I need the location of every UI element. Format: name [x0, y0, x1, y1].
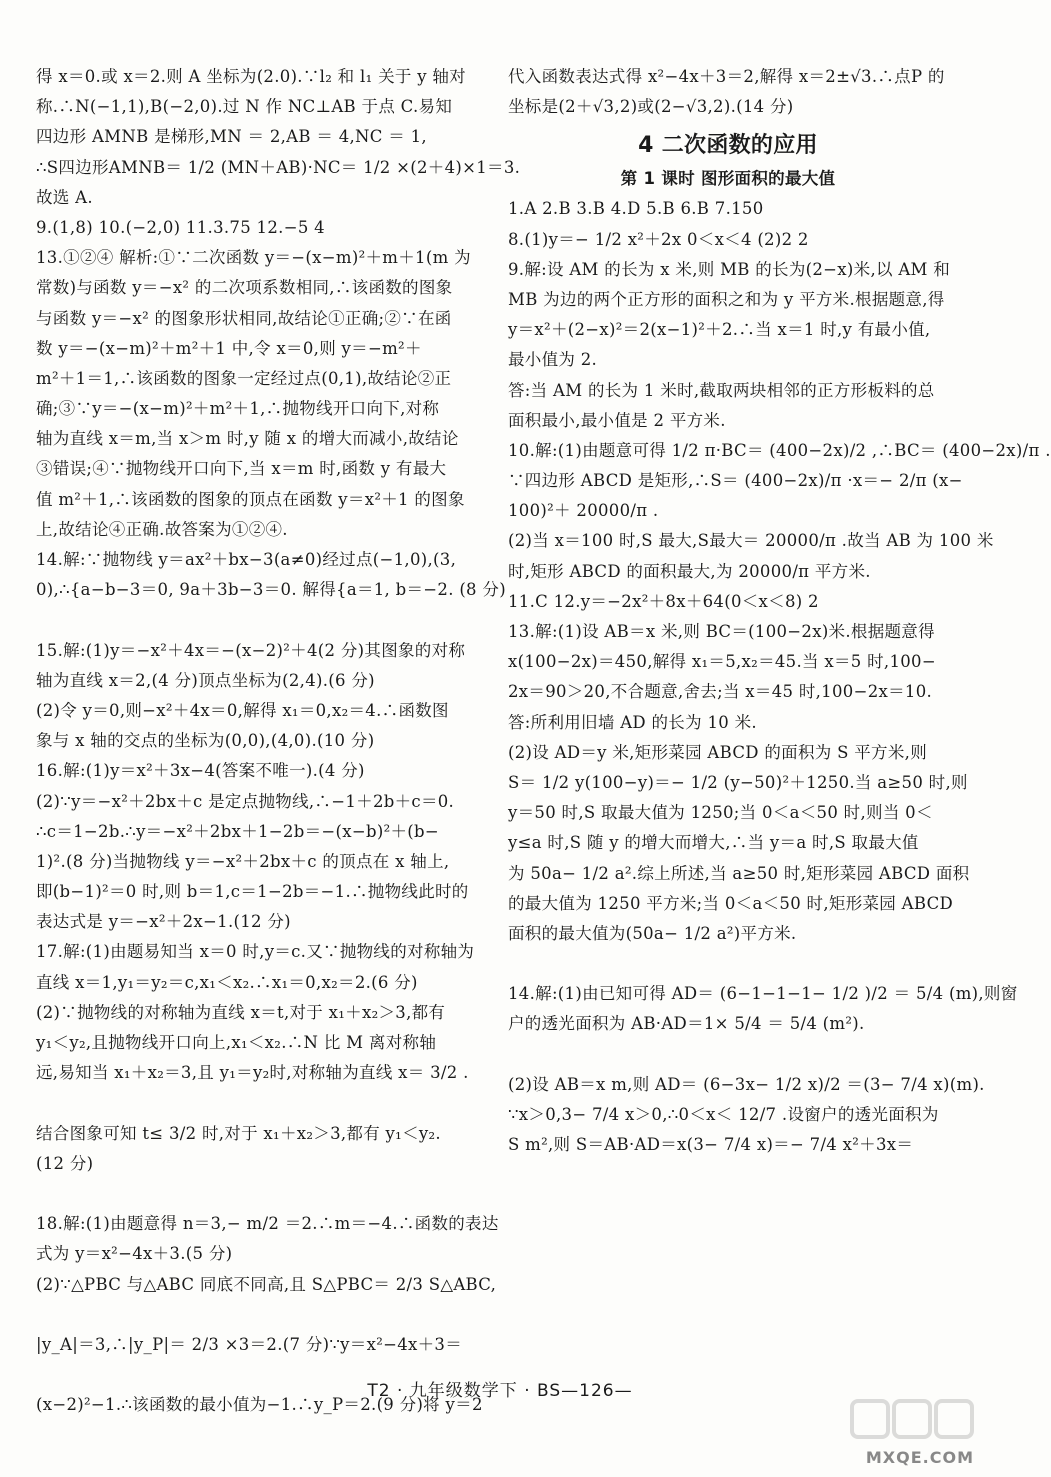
- text-line: [36, 1300, 466, 1330]
- text-line: (2)∵△PBC 与△ABC 同底不同高,且 S△PBC＝ 2/3 S△ABC,: [36, 1274, 497, 1294]
- text-line: y≤a 时,S 随 y 的增大而增大,∴当 y＝a 时,S 取最大值: [508, 833, 919, 853]
- text-line: 的最大值为 1250 平方米;当 0＜a＜50 时,矩形菜园 ABCD: [508, 893, 954, 913]
- text-line: 9.解:设 AM 的长为 x 米,则 MB 的长为(2−x)米,以 AM 和: [508, 259, 951, 279]
- text-line: 面积的最大值为(50a− 1/2 a²)平方米.: [508, 923, 797, 943]
- text-line: 轴为直线 x＝2,(4 分)顶点坐标为(2,4).(6 分): [36, 670, 375, 690]
- text-line: 13.解:(1)设 AB＝x 米,则 BC＝(100−2x)米.根据题意得: [508, 622, 935, 641]
- text-line: 式为 y＝x²−4x＋3.(5 分): [36, 1244, 233, 1264]
- text-line: MB 为边的两个正方形的面积之和为 y 平方米.根据题意,得: [508, 289, 945, 309]
- text-line: 上,故结论④正确.故答案为①②④.: [36, 519, 288, 539]
- text-line: S m²,则 S＝AB·AD＝x(3− 7/4 x)＝− 7/4 x²＋3x＝: [508, 1135, 914, 1155]
- text-line: 代入函数表达式得 x²−4x＋3＝2,解得 x＝2±√3.∴点P 的: [508, 67, 945, 86]
- text-line: 坐标是(2＋√3,2)或(2−√3,2).(14 分): [508, 97, 794, 117]
- text-line: (2)令 y＝0,则−x²＋4x＝0,解得 x₁＝0,x₂＝4.∴函数图: [36, 700, 449, 720]
- text-line: y＝50 时,S 取最大值为 1250;当 0＜a＜50 时,则当 0＜: [508, 803, 933, 823]
- text-line: y₁＜y₂,且抛物线开口向上,x₁＜x₂.∴N 比 M 离对称轴: [36, 1033, 437, 1052]
- page-footer: T2 · 九年级数学下 · BS—126—: [367, 1381, 633, 1401]
- text-line: [508, 1040, 948, 1070]
- text-line: 直线 x＝1,y₁＝y₂＝c,x₁＜x₂.∴x₁＝0,x₂＝2.(6 分): [36, 972, 418, 992]
- text-line: 结合图象可知 t≤ 3/2 时,对于 x₁＋x₂＞3,都有 y₁＜y₂.: [36, 1123, 441, 1143]
- section-heading: 4 二次函数的应用: [638, 133, 818, 159]
- text-line: 即(b−1)²＝0 时,则 b＝1,c＝1−2b＝−1.∴抛物线此时的: [36, 882, 469, 902]
- text-line: 故选 A.: [36, 187, 93, 207]
- text-line: 17.解:(1)由题易知当 x＝0 时,y＝c.又∵抛物线的对称轴为: [36, 942, 475, 962]
- text-line: (2)设 AB＝x m,则 AD＝ (6−3x− 1/2 x)/2 ＝(3− 7/4 x)(m).: [508, 1074, 985, 1094]
- text-line: 值 m²＋1,∴该函数的图象的顶点在函数 y＝x²＋1 的图象: [36, 489, 465, 509]
- text-line: ∵四边形 ABCD 是矩形,∴S＝ (400−2x)/π ·x＝− 2/π (x−: [508, 471, 963, 491]
- text-line: 13.①②④ 解析:①∵二次函数 y＝−(x−m)²＋m＋1(m 为: [36, 248, 471, 268]
- text-line: 8.(1)y＝− 1/2 x²＋2x 0＜x＜4 (2)2 2: [508, 229, 809, 249]
- text-line: 表达式是 y＝−x²＋2x−1.(12 分): [36, 912, 291, 932]
- text-line: ∵x＞0,3− 7/4 x＞0,∴0＜x＜ 12/7 .设窗户的透光面积为: [508, 1105, 939, 1124]
- text-line: 18.解:(1)由题意得 n＝3,− m/2 ＝2.∴m＝−4.∴函数的表达: [36, 1214, 499, 1234]
- lesson-heading: 第 1 课时 图形面积的最大值: [620, 169, 836, 189]
- text-line: 9.(1,8) 10.(−2,0) 11.3.75 12.−5 4: [36, 217, 325, 237]
- text-line: 答:当 AM 的长为 1 米时,截取两块相邻的正方形板料的总: [508, 380, 935, 400]
- text-line: S＝ 1/2 y(100−y)＝− 1/2 (y−50)²＋1250.当 a≥50 时,则: [508, 772, 968, 792]
- text-line: x(100−2x)＝450,解得 x₁＝5,x₂＝45.当 x＝5 时,100−: [508, 652, 936, 672]
- text-line: 15.解:(1)y＝−x²＋4x＝−(x−2)²＋4(2 分)其图象的对称: [36, 640, 466, 660]
- text-line: 1.A 2.B 3.B 4.D 5.B 6.B 7.150: [508, 199, 764, 219]
- text-line: 四边形 AMNB 是梯形,MN ＝ 2,AB ＝ 4,NC ＝ 1,: [36, 127, 427, 147]
- text-line: 16.解:(1)y＝x²＋3x−4(答案不唯一).(4 分): [36, 761, 365, 781]
- text-line: 答:所利用旧墙 AD 的长为 10 米.: [508, 712, 757, 732]
- text-line: 得 x＝0.或 x＝2.则 A 坐标为(2.0).∵l₂ 和 l₁ 关于 y 轴对: [36, 67, 466, 86]
- text-line: 数 y＝−(x−m)²＋m²＋1 中,令 x＝0,则 y＝−m²＋: [36, 338, 422, 358]
- text-line: 14.解:∵抛物线 y＝ax²＋bx−3(a≠0)经过点(−1,0),(3,: [36, 550, 457, 569]
- text-line: 100)²＋ 20000/π .: [508, 501, 659, 521]
- text-line: 称.∴N(−1,1),B(−2,0).过 N 作 NC⊥AB 于点 C.易知: [36, 97, 453, 117]
- text-line: ∴c＝1−2b.∴y＝−x²＋2bx＋1−2b＝−(x−b)²＋(b−: [36, 821, 440, 841]
- text-line: 常数)与函数 y＝−x² 的二次项系数相同,∴该函数的图象: [36, 278, 453, 298]
- text-line: ③错误;④∵抛物线开口向下,当 x＝m 时,函数 y 有最大: [36, 459, 447, 479]
- text-line: (x−2)²−1.∴该函数的最小值为−1.∴y_P＝2.(9 分)将 y＝2: [36, 1395, 483, 1415]
- text-line: 0),∴{a−b−3＝0, 9a＋3b−3＝0. 解得{a＝1, b＝−2. (8 分): [36, 580, 506, 600]
- text-line: 时,矩形 ABCD 的面积最大,为 20000/π 平方米.: [508, 561, 871, 581]
- text-line: 远,易知当 x₁＋x₂＝3,且 y₁＝y₂时,对称轴为直线 x＝ 3/2 .: [36, 1063, 469, 1083]
- text-line: 14.解:(1)由已知可得 AD＝ (6−1−1−1− 1/2 )/2 ＝ 5/4 (m),则窗: [508, 984, 1018, 1004]
- text-line: 象与 x 轴的交点的坐标为(0,0),(4,0).(10 分): [36, 731, 375, 751]
- right-column: [508, 62, 1051, 1160]
- text-line: (2)设 AD＝y 米,矩形菜园 ABCD 的面积为 S 平方米,则: [508, 742, 928, 762]
- text-line: ∴S四边形AMNB＝ 1/2 (MN＋AB)·NC＝ 1/2 ×(2＋4)×1＝3.: [36, 157, 521, 177]
- text-line: [36, 605, 466, 635]
- text-line: (2)∵抛物线的对称轴为直线 x＝t,对于 x₁＋x₂＞3,都有: [36, 1002, 446, 1022]
- text-line: [36, 1179, 466, 1209]
- text-line: 轴为直线 x＝m,当 x＞m 时,y 随 x 的增大而减小,故结论: [36, 429, 459, 449]
- text-line: 2x＝90＞20,不合题意,舍去;当 x＝45 时,100−2x＝10.: [508, 682, 933, 702]
- text-line: [508, 949, 948, 979]
- text-line: 1)².(8 分)当抛物线 y＝−x²＋2bx＋c 的顶点在 x 轴上,: [36, 851, 450, 871]
- text-line: 最小值为 2.: [508, 350, 598, 370]
- text-line: 确;③∵y＝−(x−m)²＋m²＋1,∴抛物线开口向下,对称: [36, 399, 440, 419]
- text-line: 与函数 y＝−x² 的图象形状相同,故结论①正确;②∵在函: [36, 308, 452, 328]
- text-line: |y_A|＝3,∴|y_P|＝ 2/3 ×3＝2.(7 分)∵y＝x²−4x＋3＝: [36, 1334, 463, 1354]
- text-line: 面积最小,最小值是 2 平方米.: [508, 410, 726, 430]
- text-line: (12 分): [36, 1153, 94, 1173]
- text-line: 户的透光面积为 AB·AD＝1× 5/4 ＝ 5/4 (m²).: [508, 1014, 865, 1034]
- text-line: [36, 1088, 466, 1118]
- text-line: 为 50a− 1/2 a².综上所述,当 a≥50 时,矩形菜园 ABCD 面积: [508, 863, 970, 883]
- watermark-text: MXQE.COM: [865, 1448, 974, 1467]
- text-line: 11.C 12.y＝−2x²＋8x＋64(0＜x＜8) 2: [508, 591, 819, 611]
- text-line: 10.解:(1)由题意可得 1/2 π·BC＝ (400−2x)/2 ,∴BC＝ (400−2x)/π .: [508, 440, 1051, 460]
- text-line: (2)∵y＝−x²＋2bx＋c 是定点抛物线,∴−1＋2b＋c＝0.: [36, 791, 455, 811]
- text-line: y＝x²＋(2−x)²＝2(x−1)²＋2.∴当 x＝1 时,y 有最小值,: [508, 320, 931, 340]
- text-line: m²＋1＝1,∴该函数的图象一定经过点(0,1),故结论②正: [36, 368, 452, 388]
- text-line: (2)当 x＝100 时,S 最大,S最大＝ 20000/π .故当 AB 为 100 米: [508, 531, 994, 551]
